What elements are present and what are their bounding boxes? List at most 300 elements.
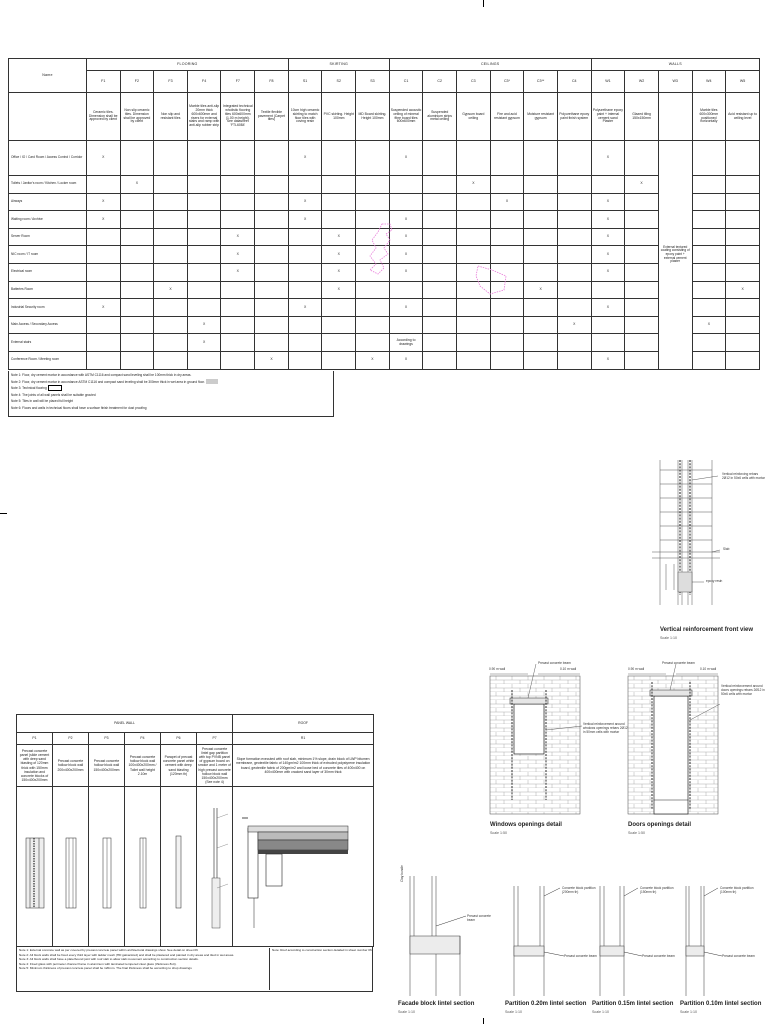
empty-cell (322, 176, 356, 194)
p2-section-drawing (54, 788, 88, 944)
finish-description: Integrated technical wholistic flooring tiles 600x600mm (1.00 m height). See datasheet 'FTL6084' (221, 93, 255, 141)
empty-cell (322, 193, 356, 211)
empty-cell (557, 211, 591, 229)
finish-mark: X (288, 193, 322, 211)
finish-mark: X (322, 246, 356, 264)
name-header: Name (9, 59, 87, 93)
empty-cell (288, 281, 322, 299)
empty-cell (726, 299, 760, 317)
empty-cell (457, 141, 491, 176)
panel-note: Note 2: All block walls shall be fixed every third layer with ladder mesh (HD galvanized) and shall be plastered and painted in dry areas and tiled in wet areas. (19, 952, 235, 957)
p015-scale: Scale 1:10 (592, 1010, 609, 1014)
empty-cell (457, 334, 491, 352)
empty-cell (187, 228, 221, 246)
panel-code: P4 (125, 733, 161, 745)
room-name: Electrical room (9, 263, 87, 281)
room-row (9, 351, 760, 369)
vertical-reinforcement-drawing (652, 460, 768, 640)
room-row (9, 334, 760, 352)
p3-section-drawing (90, 788, 124, 944)
panel-notes (16, 946, 373, 992)
empty-cell (86, 228, 120, 246)
finish-code: S1 (288, 71, 322, 93)
p4-section (125, 787, 161, 947)
finish-mark: X (154, 281, 188, 299)
panel-code: P7 (197, 733, 233, 745)
finish-code: S3 (356, 71, 390, 93)
empty-cell (187, 193, 221, 211)
roof-note: Note: Roof according to construction section detailed in sheet number 06 (269, 948, 372, 990)
finish-description: Glazed tiling 150x150mm (625, 93, 659, 141)
empty-cell (187, 211, 221, 229)
empty-cell (120, 141, 154, 176)
empty-cell (86, 246, 120, 264)
panel-desc: Parapet of precast concrete panel white cement with deep sand blasting (120mm th) (161, 745, 197, 787)
empty-cell (154, 351, 188, 369)
empty-cell (625, 299, 659, 317)
finish-mark: X (255, 351, 289, 369)
finish-description: Suspended aluminium strips metal ceiling (423, 93, 457, 141)
empty-cell (322, 316, 356, 334)
roof-group: ROOF (233, 715, 374, 733)
empty-cell (692, 246, 726, 264)
crop-mark-left (0, 513, 7, 514)
finish-code: W2 (625, 71, 659, 93)
finish-mark: X (625, 176, 659, 194)
facade-label: Clay bundle (400, 865, 404, 882)
finish-code: C3 (457, 71, 491, 93)
finish-description: Marble tiles 600x300mm positioned horizontally (692, 93, 726, 141)
finish-mark: X (389, 211, 423, 229)
finish-code: C2 (423, 71, 457, 93)
finish-code: F1 (86, 71, 120, 93)
empty-cell (255, 193, 289, 211)
finish-code: F8 (255, 71, 289, 93)
finish-description: PVC skirting. Height 100mm (322, 93, 356, 141)
finish-mark: X (726, 281, 760, 299)
empty-cell (221, 351, 255, 369)
finish-mark: X (86, 299, 120, 317)
empty-cell (356, 176, 390, 194)
p1-section-drawing (18, 788, 52, 944)
p1-section (17, 787, 53, 947)
empty-cell (86, 351, 120, 369)
empty-cell (625, 281, 659, 299)
empty-cell (457, 193, 491, 211)
finish-mark: X (120, 176, 154, 194)
empty-cell (288, 176, 322, 194)
finish-code: C1 (389, 71, 423, 93)
finishes-schedule-table (8, 58, 760, 370)
empty-cell (692, 263, 726, 281)
panel-wall-roof-table (16, 714, 374, 947)
empty-cell (524, 193, 558, 211)
empty-cell (692, 176, 726, 194)
empty-cell (524, 246, 558, 264)
door-label: 0.10 m wall (700, 667, 717, 671)
empty-cell (322, 334, 356, 352)
room-name: NIC room / IT room (9, 246, 87, 264)
empty-cell (423, 141, 457, 176)
empty-cell (154, 263, 188, 281)
empty-cell (389, 316, 423, 334)
empty-cell (726, 246, 760, 264)
p7-section-drawing (198, 788, 232, 944)
empty-cell (120, 281, 154, 299)
room-name: Conference Room / Meeting room (9, 351, 87, 369)
finish-mark: X (389, 141, 423, 176)
empty-cell (726, 334, 760, 352)
empty-cell (221, 281, 255, 299)
empty-cell (557, 351, 591, 369)
empty-cell (524, 211, 558, 229)
facade-label: Precast concrete beam (467, 914, 491, 923)
finishes-note: Note 3: Technical flooring (11, 385, 331, 392)
empty-cell (692, 351, 726, 369)
empty-cell (120, 246, 154, 264)
empty-cell (625, 351, 659, 369)
empty-cell (490, 334, 524, 352)
finish-mark: X (389, 228, 423, 246)
finish-mark: X (322, 263, 356, 281)
empty-cell (322, 351, 356, 369)
finish-mark: X (490, 193, 524, 211)
r1-section (233, 787, 374, 947)
crop-mark-top (483, 0, 484, 7)
empty-cell (557, 246, 591, 264)
doors-scale: Scale 1:50 (628, 831, 645, 835)
w3-merged-cell: External textured coating consisting of epoxy paint + external cement plaster (658, 141, 692, 370)
panel-desc: Slope formation executed with roof slab, minimum 1% slope, drain block of LWP bitumen membrane, geotextile fabric of 140gm/m2 100mm thick of extruded polystyrene insulation board, geotextile fabric of 200gm/m2 and loose bed of concrete tiles of 400x400 on 400x400mm with cracked sand layer of 30mm thick (233, 745, 374, 787)
empty-cell (187, 351, 221, 369)
finish-mark: X (457, 176, 491, 194)
finish-description: Ceramic tiles. Dimension shall be approved by client (86, 93, 120, 141)
finishes-note: Note 5: Tiles in wall will be placed full height (11, 399, 74, 404)
empty-cell (423, 299, 457, 317)
empty-cell (120, 299, 154, 317)
empty-cell (120, 263, 154, 281)
finishes-note: Note 2: Floor, dry cement mortar in accordance ASTM C1116 and compact sand leveling shall be 300mm thick in wet area in ground floor. (11, 379, 331, 386)
empty-cell (726, 193, 760, 211)
empty-cell (490, 316, 524, 334)
finish-mark: X (221, 228, 255, 246)
finish-mark: X (221, 246, 255, 264)
finish-code: F2 (120, 71, 154, 93)
finish-mark: X (288, 211, 322, 229)
room-row (9, 141, 760, 176)
empty-cell (187, 299, 221, 317)
empty-cell (154, 316, 188, 334)
finish-mark: X (187, 334, 221, 352)
empty-cell (255, 299, 289, 317)
empty-cell (625, 316, 659, 334)
empty-cell (625, 141, 659, 176)
vr-label: Slab (723, 547, 730, 551)
door-label: Vertical reinforcement around doors openings rebars 2Ø12 in 50x6 cells with mortar (721, 684, 765, 697)
empty-cell (255, 141, 289, 176)
empty-cell (524, 176, 558, 194)
panel-note: Note 3: All block walls shall have a plate/bound joint with roof slab to allow slab movement according to construction section details. (19, 957, 199, 962)
room-name: Airways (9, 193, 87, 211)
panel-desc: Precast concrete hollow block wall 150x400x200mm (89, 745, 125, 787)
empty-cell (726, 263, 760, 281)
finish-mark: X (591, 263, 625, 281)
room-row (9, 193, 760, 211)
empty-cell (288, 228, 322, 246)
empty-cell (423, 351, 457, 369)
finish-mark: X (557, 316, 591, 334)
room-name: Server Room (9, 228, 87, 246)
empty-cell (726, 316, 760, 334)
empty-cell (255, 334, 289, 352)
finish-code: F7 (221, 71, 255, 93)
empty-cell (120, 193, 154, 211)
room-row (9, 176, 760, 194)
empty-cell (255, 316, 289, 334)
facade-title: Facade block lintel section (398, 1001, 475, 1007)
p6-section-drawing (162, 788, 196, 944)
finish-mark: X (591, 246, 625, 264)
finish-mark: X (591, 211, 625, 229)
finish-mark: X (356, 351, 390, 369)
empty-cell (524, 141, 558, 176)
empty-cell (692, 211, 726, 229)
empty-cell (591, 334, 625, 352)
p010-label: Precast concrete beam (722, 954, 755, 958)
crop-mark-bottom (483, 1018, 484, 1024)
empty-cell (457, 316, 491, 334)
p020-scale: Scale 1:10 (505, 1010, 522, 1014)
empty-cell (9, 93, 87, 141)
p015-label: Precast concrete beam (642, 954, 675, 958)
empty-cell (120, 228, 154, 246)
finish-description: 10cm high ceramic skirting to match floor tiles with coving resin (288, 93, 322, 141)
empty-cell (255, 281, 289, 299)
empty-cell (625, 334, 659, 352)
finish-description: Polyurethane epoxy paint + internal cement sand Plaster (591, 93, 625, 141)
empty-cell (625, 263, 659, 281)
p010-title: Partition 0.10m lintel section (680, 1001, 762, 1007)
finish-mark: X (389, 351, 423, 369)
flooring-group: FLOORING (86, 59, 288, 71)
empty-cell (726, 211, 760, 229)
finish-mark: X (86, 211, 120, 229)
empty-cell (288, 334, 322, 352)
p020-label: Precast concrete beam (564, 954, 597, 958)
empty-cell (524, 316, 558, 334)
finishes-note: Note 1: Floor, dry cement mortar in accordance with ASTM C1116 and compact sand leveling shall be 100mm thick in dry areas. (11, 373, 192, 377)
p3-section (89, 787, 125, 947)
room-name: Office / IO / Card Room / Access Control / Corridor (9, 141, 87, 176)
empty-cell (86, 281, 120, 299)
empty-cell (423, 176, 457, 194)
skirting-group: SKIRTING (288, 59, 389, 71)
finish-mark: X (322, 281, 356, 299)
finish-mark: X (389, 246, 423, 264)
empty-cell (557, 141, 591, 176)
finishes-note: Note 6: Floors and walls in technical floors shall have a surface finish treatment for dust proofing (11, 405, 147, 410)
empty-cell (187, 176, 221, 194)
room-name: Industrial Security room (9, 299, 87, 317)
empty-cell (591, 281, 625, 299)
empty-cell (557, 228, 591, 246)
empty-cell (86, 263, 120, 281)
p010-label: Concrete block partition (100mm th) (720, 886, 754, 895)
empty-cell (154, 246, 188, 264)
room-row (9, 299, 760, 317)
empty-cell (322, 141, 356, 176)
empty-cell (457, 299, 491, 317)
empty-cell (221, 193, 255, 211)
empty-cell (692, 193, 726, 211)
finishes-group-row (9, 59, 760, 71)
finish-description: Non slip and resistant tiles (154, 93, 188, 141)
empty-cell (356, 299, 390, 317)
empty-cell (625, 211, 659, 229)
empty-cell (591, 316, 625, 334)
panel-wall-group: PANEL WALL (17, 715, 233, 733)
finish-code: W3 (658, 71, 692, 93)
finish-mark: X (288, 141, 322, 176)
empty-cell (322, 299, 356, 317)
panel-desc: Precast concrete hollow block wall 200x400x200mm (53, 745, 89, 787)
empty-cell (356, 193, 390, 211)
finish-description: Acid resistant up to ceiling level (726, 93, 760, 141)
empty-cell (692, 281, 726, 299)
finish-mark: X (524, 281, 558, 299)
empty-cell (726, 141, 760, 176)
empty-cell (221, 176, 255, 194)
empty-cell (726, 228, 760, 246)
empty-cell (288, 316, 322, 334)
finish-mark: X (692, 316, 726, 334)
vr-label: epoxy resin (706, 579, 723, 583)
p6-section (161, 787, 197, 947)
empty-cell (120, 334, 154, 352)
win-label: 0.10 m wall (560, 667, 577, 671)
empty-cell (255, 176, 289, 194)
empty-cell (692, 299, 726, 317)
empty-cell (187, 263, 221, 281)
panel-note: Note 1: External concrete wall as per covered by precast concrete panel within architectural drawings show. See detail on sheet 06 (19, 948, 198, 952)
vr-title: Vertical reinforcement front view (660, 627, 754, 633)
door-label: Precast concrete beam (662, 661, 695, 665)
finish-mark: X (591, 299, 625, 317)
empty-cell (389, 176, 423, 194)
finishes-code-row (9, 71, 760, 93)
finish-description: Non slip ceramic tiles. Dimension shall be approved by client (120, 93, 154, 141)
technical-floor-swatch (48, 385, 62, 391)
room-name: Main Access / Secondary Access (9, 316, 87, 334)
empty-cell (557, 334, 591, 352)
empty-cell (187, 246, 221, 264)
panel-notes-left (19, 948, 267, 971)
empty-cell (288, 351, 322, 369)
empty-cell (187, 141, 221, 176)
finish-mark: X (86, 141, 120, 176)
windows-title: Windows openings detail (490, 822, 562, 828)
empty-cell (423, 334, 457, 352)
finish-mark: X (221, 263, 255, 281)
empty-cell (524, 351, 558, 369)
empty-cell (86, 334, 120, 352)
empty-cell (557, 299, 591, 317)
p010-scale: Scale 1:10 (680, 1010, 697, 1014)
empty-cell (255, 263, 289, 281)
empty-cell (524, 228, 558, 246)
p4-section-drawing (126, 788, 160, 944)
room-note: According to drawings (389, 334, 423, 352)
empty-cell (524, 299, 558, 317)
empty-cell (221, 334, 255, 352)
finishes-note: Note 4: The joints of all wall panels shall be suitable grouted (11, 392, 96, 397)
panel-desc: Precast concrete lintel gap partition with top PVNB panel of gypsum board on smoke and 1 meter of high precast concrete hollow block wall 150x400x200mm (See note 4) (197, 745, 233, 787)
empty-cell (322, 211, 356, 229)
panel-desc: Precast concrete hollow block wall 100x400x200mm / Toilet wall height 2.10m (125, 745, 161, 787)
empty-cell (557, 193, 591, 211)
empty-cell (154, 211, 188, 229)
finish-mark: X (389, 263, 423, 281)
win-label: Vertical reinforcement around windows openings rebars 2Ø12 in 50mm cells with mortar (583, 722, 628, 735)
finish-mark: X (389, 299, 423, 317)
p020-label: Concrete block partition (200mm th) (562, 886, 596, 895)
empty-cell (457, 351, 491, 369)
room-row (9, 316, 760, 334)
finish-mark: X (591, 351, 625, 369)
finish-mark: X (86, 193, 120, 211)
empty-cell (692, 228, 726, 246)
room-name: Batteries Room (9, 281, 87, 299)
panel-code: P6 (161, 733, 197, 745)
empty-cell (692, 141, 726, 176)
p2-section (53, 787, 89, 947)
finish-code: S2 (322, 71, 356, 93)
lintel-sections-drawing (396, 876, 768, 1000)
empty-cell (187, 281, 221, 299)
door-label: 0.90 m wall (628, 667, 645, 671)
room-name: Waiting room / Archive (9, 211, 87, 229)
empty-cell (557, 263, 591, 281)
room-name: Toilets / Janitor's room / Kitchen / Locker room (9, 176, 87, 194)
empty-cell (625, 246, 659, 264)
empty-cell (423, 316, 457, 334)
finish-mark: X (591, 141, 625, 176)
finish-code: C3* (490, 71, 524, 93)
empty-cell (154, 334, 188, 352)
empty-cell (255, 228, 289, 246)
empty-cell (356, 334, 390, 352)
empty-cell (255, 211, 289, 229)
p015-title: Partition 0.15m lintel section (592, 1001, 674, 1007)
empty-cell (625, 193, 659, 211)
empty-cell (591, 176, 625, 194)
walls-group: WALLS (591, 59, 759, 71)
empty-cell (221, 299, 255, 317)
empty-cell (524, 334, 558, 352)
finish-mark: X (288, 299, 322, 317)
empty-cell (557, 176, 591, 194)
finish-description: Textile flexible pavement (Carpet tiles) (255, 93, 289, 141)
finish-mark: X (322, 228, 356, 246)
finish-mark: X (591, 228, 625, 246)
finish-mark: X (187, 316, 221, 334)
panel-code: P3 (89, 733, 125, 745)
finish-code: F3 (154, 71, 188, 93)
empty-cell (524, 263, 558, 281)
finish-description (658, 93, 692, 141)
finish-code: F4 (187, 71, 221, 93)
wet-area-swatch (206, 379, 218, 384)
